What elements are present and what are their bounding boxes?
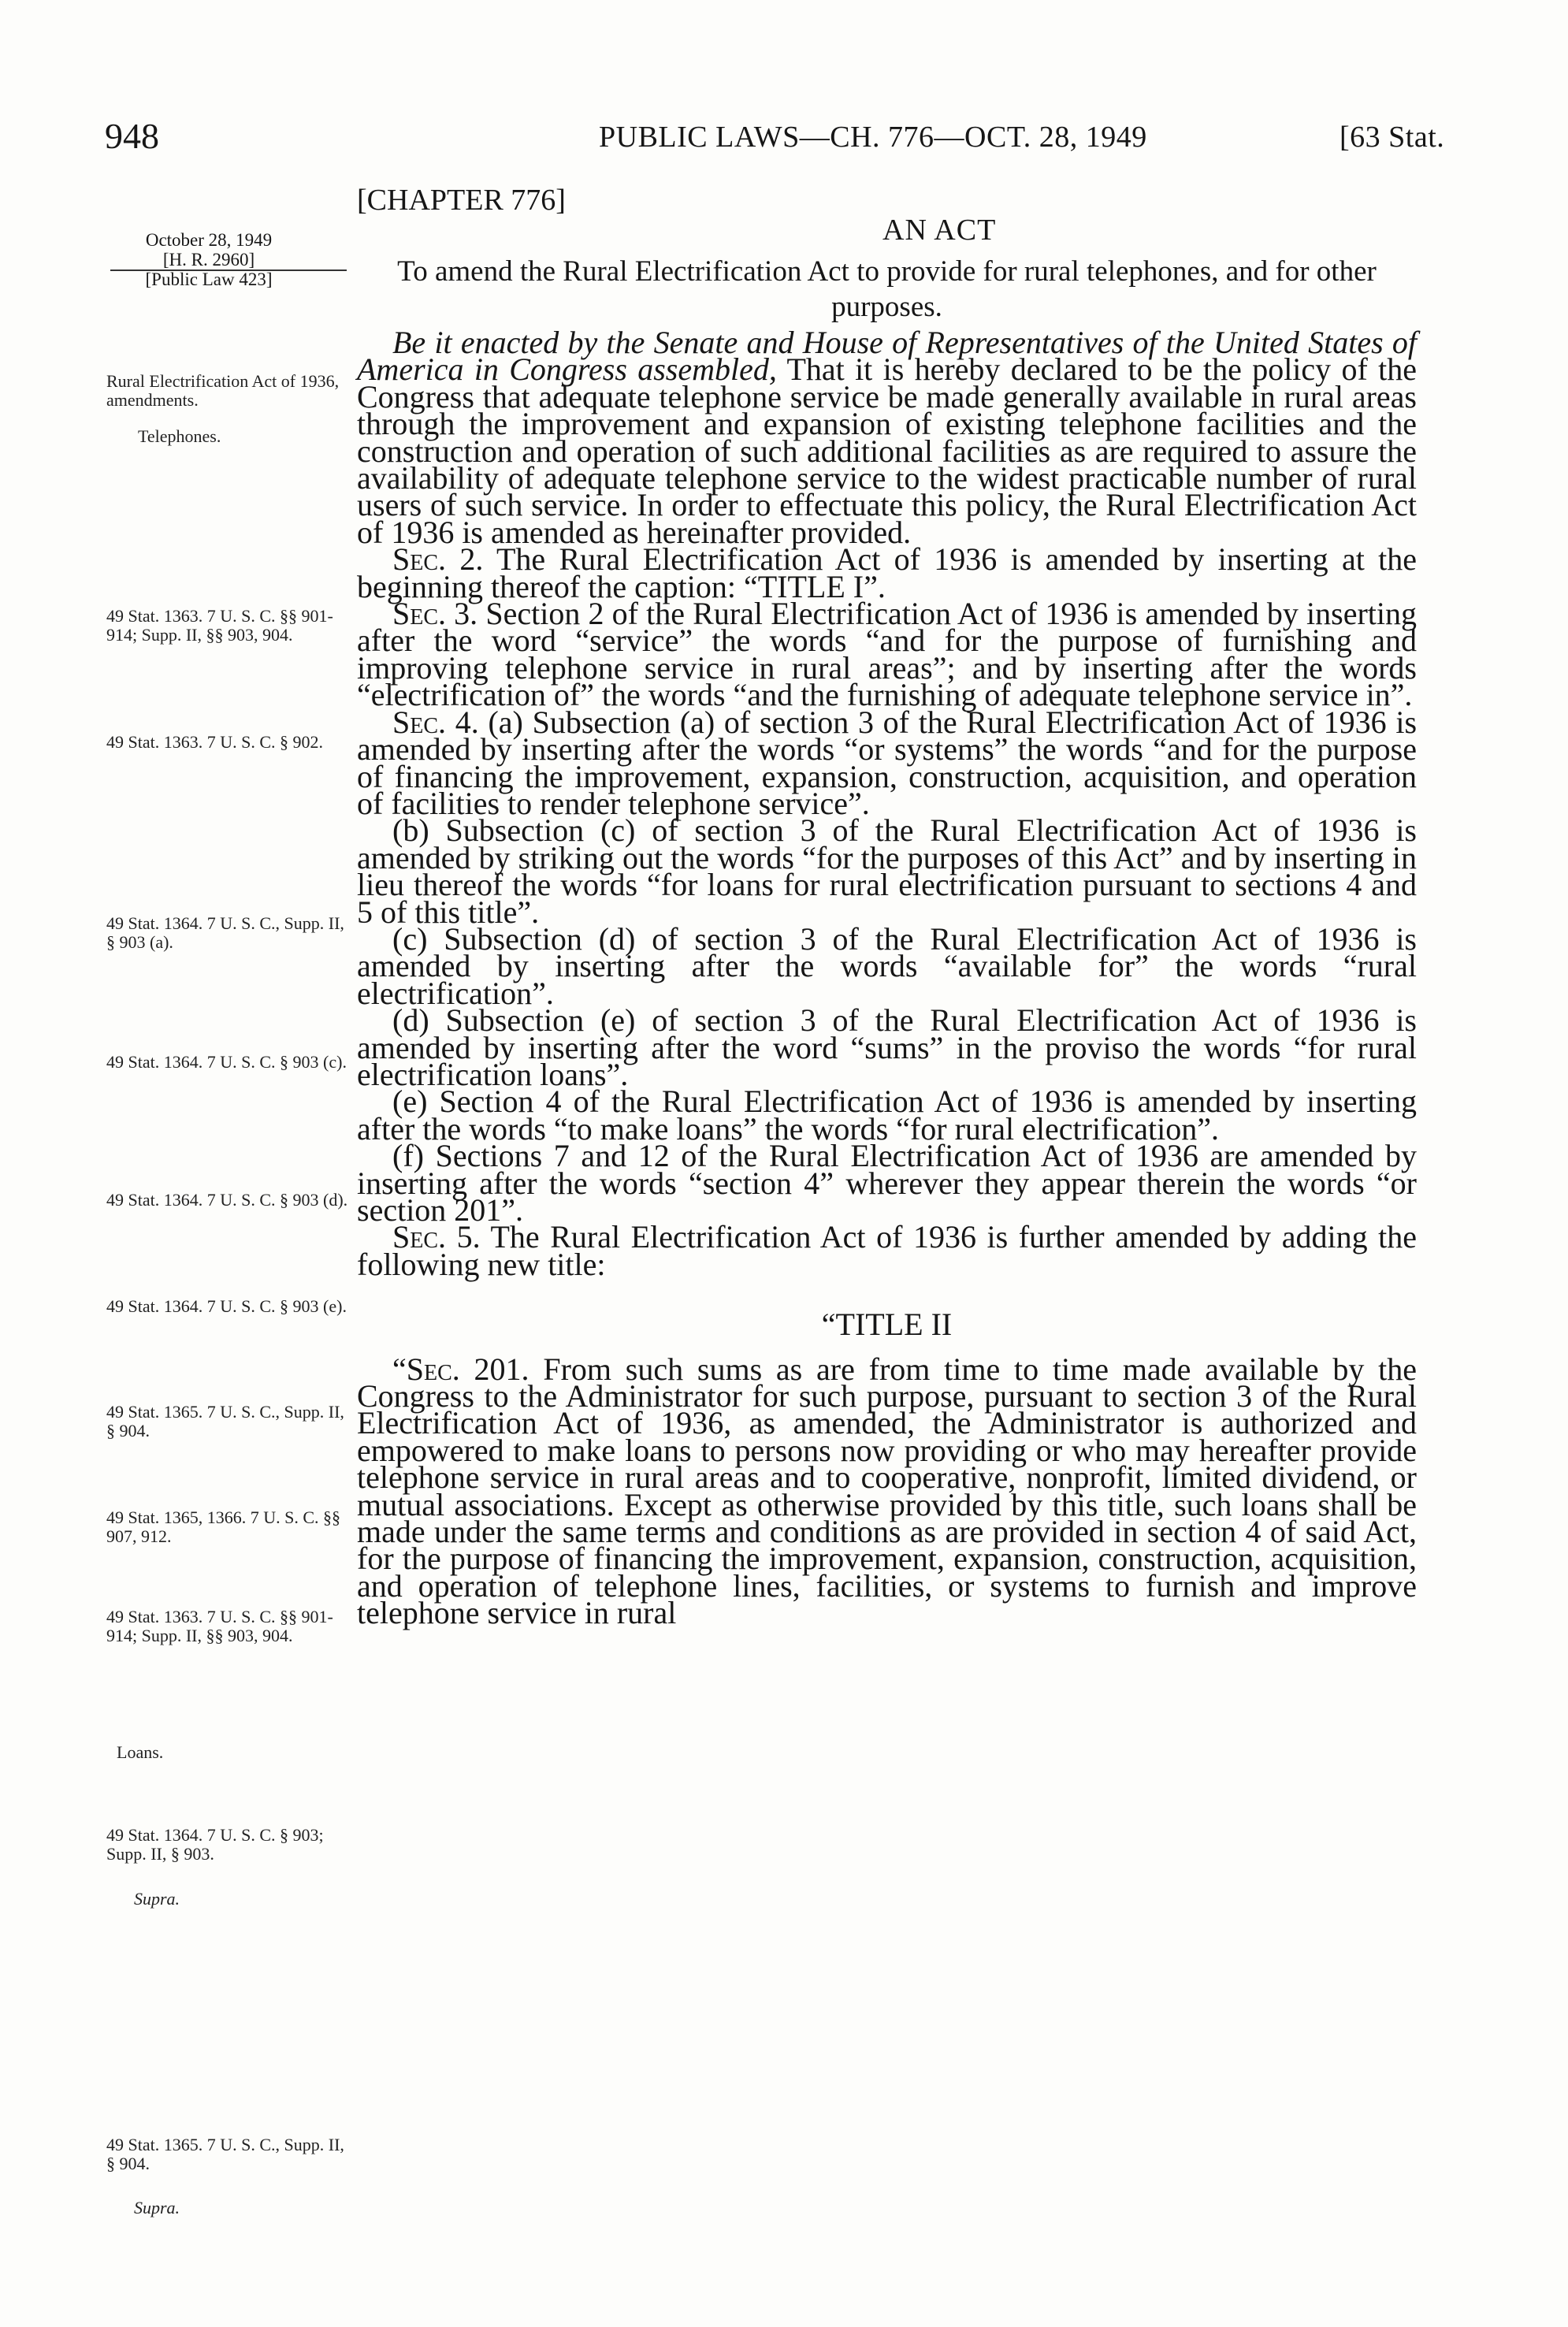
enacting-clause: Be it enacted by the Senate and House of Representatives of the United States of America in Congress assembled, xyxy=(357,325,1417,388)
section-label: Sec. 3. xyxy=(392,596,478,632)
volume-reference: [63 Stat. xyxy=(1339,121,1445,154)
margin-note: 49 Stat. 1363. 7 U. S. C. §§ 901-914; Supp. II, §§ 903, 904. xyxy=(106,606,333,645)
section-label: Sec. 4. xyxy=(392,704,479,740)
page-number: 948 xyxy=(105,116,159,156)
section-label: “Sec. 201. xyxy=(392,1351,529,1387)
margin-rule xyxy=(110,270,347,271)
section-label: Sec. 5. xyxy=(392,1219,481,1255)
margin-note: 49 Stat. 1364. 7 U. S. C. § 903 (e). xyxy=(106,1296,347,1316)
margin-note: 49 Stat. 1364. 7 U. S. C. § 903 (c). xyxy=(106,1052,347,1072)
title-heading: “TITLE II xyxy=(821,1307,953,1343)
margin-note: 49 Stat. 1365. 7 U. S. C., Supp. II, § 904. xyxy=(106,2135,344,2173)
an-act-heading: AN ACT xyxy=(882,214,997,247)
margin-note: Supra. xyxy=(134,1889,180,1909)
margin-note: 49 Stat. 1363. 7 U. S. C. § 902. xyxy=(106,732,324,752)
margin-date-block xyxy=(106,230,311,289)
margin-note: Supra. xyxy=(134,2198,180,2217)
paragraph: (c) Subsection (d) of section 3 of the Rural Electrification Act of 1936 is amended by inserting after the words “available for” the words “rural electrification”. xyxy=(357,920,1417,1011)
margin-note: 49 Stat. 1364. 7 U. S. C. § 903; Supp. II, § 903. xyxy=(106,1825,324,1864)
paragraph: Sec. 3. Section 2 of the Rural Electrification Act of 1936 is amended by inserting after the word “service” the words “and for the purpose of furnishing and improving telephone service in rural areas”; and by inserting after the words “electrification of” the words “and the furnishing of adequate telephone service in”. xyxy=(357,596,1417,713)
paragraph: Sec. 2. The Rural Electrification Act of 1936 is amended by inserting at the beginning thereof the caption: “TITLE I”. xyxy=(357,541,1417,604)
body-text xyxy=(357,325,1418,1631)
act-title: To amend the Rural Electrification Act to provide for rural telephones, and for other purposes. xyxy=(397,255,1377,323)
paragraph: “Sec. 201. From such sums as are from time to time made available by the Congress to the Administrator for such purpose, pursuant to section 3 of the Rural Electrification Act of 1936, as amended, the Administrator is authorized and empowered to make loans to persons now providing or who may hereafter provide telephone service in rural areas and to cooperative, nonprofit, limited dividend, or mutual associations. Except as otherwise provided by this title, such loans shall be made under the same terms and conditions as are provided in section 4 of said Act, for the purpose of financing the improvement, expansion, construction, acquisition, and operation of telephone lines, facilities, or systems to furnish and improve telephone service in rural xyxy=(357,1351,1417,1631)
margin-bill: [H. R. 2960] xyxy=(162,250,255,270)
paragraph: Sec. 5. The Rural Electrification Act of 1936 is further amended by adding the following new title: xyxy=(357,1219,1418,1282)
margin-note: 49 Stat. 1365, 1366. 7 U. S. C. §§ 907, 912. xyxy=(106,1507,341,1546)
margin-note: 49 Stat. 1364. 7 U. S. C. § 903 (d). xyxy=(106,1190,348,1210)
margin-note: 49 Stat. 1364. 7 U. S. C., Supp. II, § 903 (a). xyxy=(106,913,344,952)
paragraph: Sec. 4. (a) Subsection (a) of section 3 of the Rural Electrification Act of 1936 is amended by inserting after the words “or systems” the words “and for the purpose of financing the improvement, expansion, construction, acquisition, and operation of facilities to render telephone service”. xyxy=(357,704,1418,821)
running-head: PUBLIC LAWS—CH. 776—OCT. 28, 1949 xyxy=(599,121,1147,154)
margin-date: October 28, 1949 xyxy=(145,230,273,250)
margin-note: Rural Electrification Act of 1936, amendments. xyxy=(106,371,340,410)
paragraph: (f) Sections 7 and 12 of the Rural Electrification Act of 1936 are amended by inserting after the words “section 4” wherever they appear therein the words “or section 201”. xyxy=(357,1138,1417,1228)
chapter-heading: [CHAPTER 776] xyxy=(357,184,566,217)
margin-note: Loans. xyxy=(117,1742,164,1762)
paragraph: (e) Section 4 of the Rural Electrification Act of 1936 is amended by inserting after the words “to make loans” the words “for rural electrification”. xyxy=(357,1084,1417,1147)
paragraph: (d) Subsection (e) of section 3 of the Rural Electrification Act of 1936 is amended by inserting after the word “sums” in the proviso the words “for rural electrification loans”. xyxy=(357,1002,1417,1092)
margin-note: Telephones. xyxy=(138,426,221,446)
paragraph: (b) Subsection (c) of section 3 of the Rural Electrification Act of 1936 is amended by striking out the words “for the purposes of this Act” and by inserting in lieu thereof the words “for loans for rural electrification pursuant to sections 4 and 5 of this title”. xyxy=(357,812,1417,930)
margin-note: 49 Stat. 1363. 7 U. S. C. §§ 901-914; Supp. II, §§ 903, 904. xyxy=(106,1607,333,1645)
section-label: Sec. 2. xyxy=(392,541,484,578)
margin-note: 49 Stat. 1365. 7 U. S. C., Supp. II, § 904. xyxy=(106,1402,344,1440)
paragraph: Be it enacted by the Senate and House of Representatives of the United States of America in Congress assembled, That it is hereby declared to be the policy of the Congress that adequate telephone service be made generally available in rural areas through the improvement and expansion of existing telephone facilities and the construction and operation of such additional facilities as are required to assure the availability of adequate telephone service to the widest practicable number of rural users of such service. In order to effectuate this policy, the Rural Electrification Act of 1936 is amended as hereinafter provided. xyxy=(357,325,1417,550)
margin-public-law: [Public Law 423] xyxy=(145,270,273,289)
